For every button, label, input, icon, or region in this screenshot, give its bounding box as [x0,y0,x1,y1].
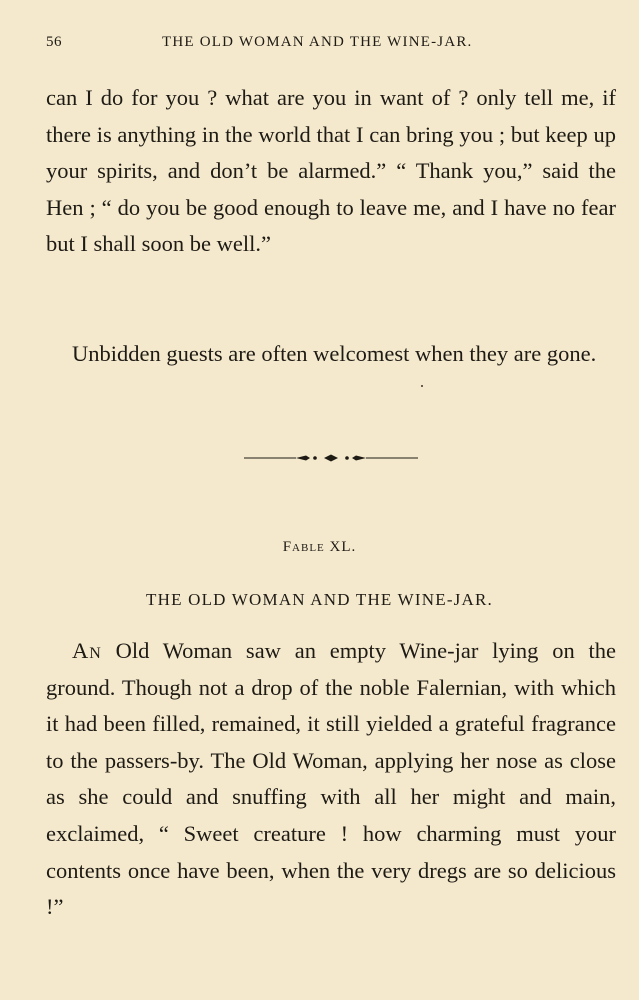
fable-opening-word: An [72,638,102,663]
section-divider-ornament [244,452,418,464]
fable-title: THE OLD WOMAN AND THE WINE-JAR. [146,590,493,609]
fable-body-text: Old Woman saw an empty Wine-jar lying on the ground. Though not a drop of the noble Falernian, with which it had been filled, remained, it still yielded a grateful fragrance to the passers-by. The Old Woman, applying her nose as close as she could and snuffing with all her might and main, exclaimed, “ Sweet creature ! how charming must your contents once have been, when the very dregs are so delicious !” [46,638,616,920]
page-number: 56 [46,34,62,50]
fable-body-paragraph [46,633,616,926]
running-title: THE OLD WOMAN AND THE WINE-JAR. [162,34,473,50]
running-head [46,34,616,56]
ink-speck [421,385,423,387]
moral-paragraph: Unbidden guests are often welcomest when they are gone. [72,341,597,366]
continued-paragraph: can I do for you ? what are you in want of ? only tell me, if there is anything in the world that I can bring you ; but keep up your spirits, and don’t be alarmed.” “ Thank you,” said the Hen ; “ do you be good enough to leave me, and I have no fear but I shall soon be well.” [46,85,616,257]
fable-number-heading: Fable XL. [282,539,357,555]
